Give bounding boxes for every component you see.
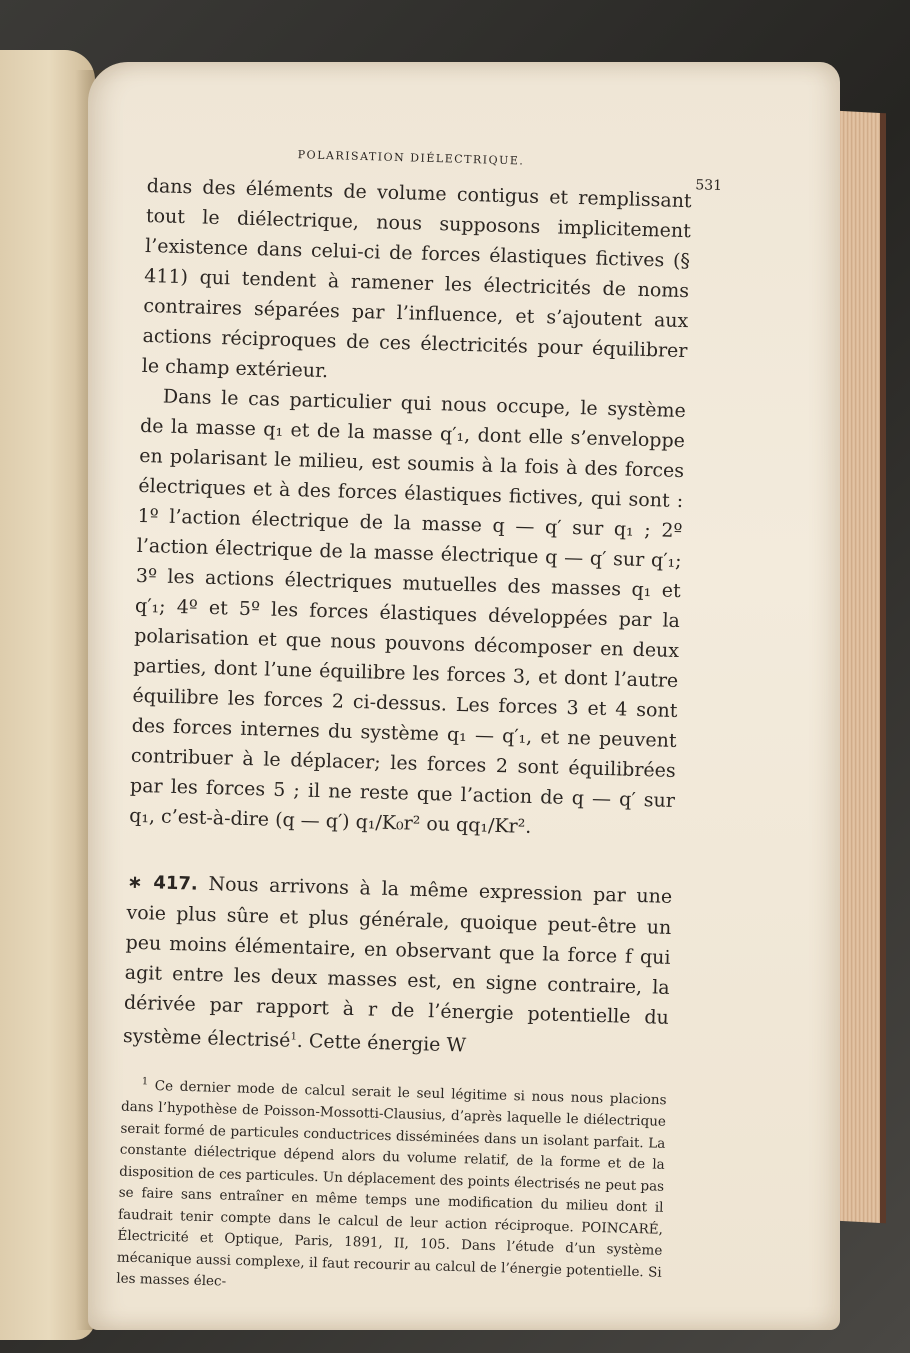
- paragraph-2: Dans le cas particulier qui nous occupe, le système de la masse q₁ et de la masse q′₁, dont elle s’enveloppe en polarisant le milieu, est soumis à la fois à des forces électriques et à des forces élastiques fictives, qui sont : 1º l’action électrique de la masse q — q′ sur q₁ ; 2º l’action électrique de la masse électrique q — q′ sur q′₁; 3º les actions électriques mutuelles des masses q₁ et q′₁; 4º et 5º les forces élastiques développées par la polarisation et que nous pouvons décomposer en deux parties, dont l’une équilibre les forces 3, et dont l’autre équilibre les forces 2 ci-dessus. Les forces 3 et 4 sont des forces internes du système q₁ — q′₁, et ne peuvent contribuer à le déplacer; les forces 2 sont équilibrées par les forces 5 ; il ne reste que l’action de q — q′ sur q₁, c’est-à-dire (q — q′) q₁/K₀r² ou qq₁/Kr².: [128, 385, 687, 838]
- running-head: [297, 148, 723, 195]
- footnote-mark: 1: [141, 1076, 149, 1088]
- footnote-text: Ce dernier mode de calcul serait le seul légitime si nous nous placions dans l’hypothèse de Poisson-Mossotti-Clausius, d’après laquelle le diélectrique serait formé de particules conductrices disséminées dans un isolant parfait. La constante diélectrique dépend alors du volume relatif, de la forme et de la disposition de ces particules. Un déplacement des points électrisés ne peut pas se faire sans entraîner en même temps une modification du milieu dont il faudrait tenir compte dans le calcul de leur action réciproque. POINCARÉ, Électricité et Optique, Paris, 1891, II, 105. Dans l’étude d’un système mécanique aussi complexe, il faut recourir au calcul de l’énergie potentielle. Si les masses élec-: [116, 1078, 667, 1290]
- footnote-reference: 1: [290, 1031, 298, 1043]
- book-page: [88, 62, 840, 1330]
- section-number: ∗ 417.: [127, 871, 199, 895]
- page-number: 531: [695, 177, 723, 195]
- section-417: [123, 867, 673, 1066]
- text-block: [116, 144, 723, 1319]
- paragraph-1: dans des éléments de volume contigus et remplissant tout le diélectrique, nous supposons implicitement l’existence dans celui-ci de forces élastiques fictives (§ 411) qui tendent à ramener les électricités de noms contraires séparées par l’influence, et s’ajoutent aux actions réciproques de ces électricités pour équilibrer le champ extérieur.: [141, 174, 692, 383]
- running-head-title: POLARISATION DIÉLECTRIQUE.: [297, 148, 525, 168]
- footnote: [116, 1071, 667, 1306]
- section-text: Nous arrivons à la même expression par une voie plus sûre et plus générale, quoique peut-être un peu moins élémentaire, en observant que la force f qui agit entre les deux masses est, en signe contraire, la dérivée par rapport à r de l’énergie potentielle du système électrisé: [122, 872, 673, 1052]
- section-tail: . Cette énergie W: [296, 1029, 467, 1057]
